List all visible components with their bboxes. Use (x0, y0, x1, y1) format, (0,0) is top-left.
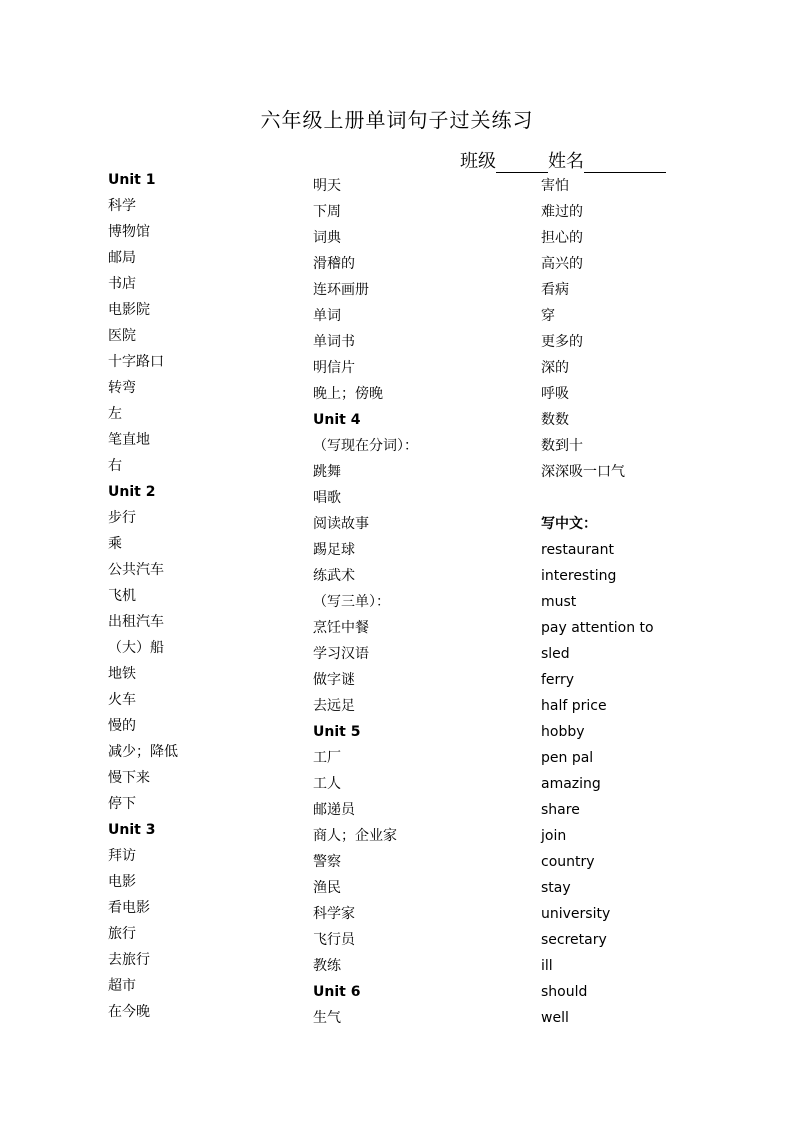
section-heading: Unit 1 (108, 172, 156, 188)
vocab-item: 邮局 (108, 250, 136, 266)
vocab-item: 做字谜 (313, 672, 355, 688)
vocab-item: 害怕 (541, 178, 569, 194)
class-blank[interactable] (496, 154, 548, 173)
vocab-item: 去旅行 (108, 952, 150, 968)
vocab-item: 学习汉语 (313, 646, 369, 662)
vocab-item: 词典 (313, 230, 341, 246)
vocab-item: 滑稽的 (313, 256, 355, 272)
page-title: 六年级上册单词句子过关练习 (260, 108, 534, 132)
name-label: 姓名 (548, 151, 584, 172)
vocab-item: 深的 (541, 360, 569, 376)
vocab-item: 书店 (108, 276, 136, 292)
vocab-item: 邮递员 (313, 802, 355, 818)
vocab-item: half price (541, 698, 607, 714)
vocab-item: 公共汽车 (108, 562, 164, 578)
vocab-item: 唱歌 (313, 490, 341, 506)
vocab-item: 笔直地 (108, 432, 150, 448)
section-heading: Unit 4 (313, 412, 361, 428)
column-2 (313, 173, 418, 1031)
vocab-item: 步行 (108, 510, 136, 526)
vocab-item: 警察 (313, 854, 341, 870)
vocab-item: should (541, 984, 588, 1000)
vocab-item: 拜访 (108, 848, 136, 864)
vocab-item: country (541, 854, 595, 870)
vocab-item: 难过的 (541, 204, 583, 220)
vocab-item: 下周 (313, 204, 341, 220)
vocab-item: pen pal (541, 750, 594, 766)
vocab-item: 练武术 (313, 568, 355, 584)
vocab-item: 地铁 (108, 666, 136, 682)
vocab-item: 烹饪中餐 (313, 620, 369, 636)
vocab-item: 工人 (313, 776, 341, 792)
vocab-item: university (541, 906, 611, 922)
vocab-item: interesting (541, 568, 617, 584)
vocab-item: 出租汽车 (108, 614, 164, 630)
vocab-item: 数到十 (541, 438, 583, 454)
vocab-item: sled (541, 646, 570, 662)
section-heading: Unit 5 (313, 724, 361, 740)
vocab-item: （大）船 (108, 640, 164, 656)
vocab-item: 工厂 (313, 750, 341, 766)
vocab-item: ill (541, 958, 553, 974)
vocab-item: 阅读故事 (313, 516, 369, 532)
class-label: 班级 (460, 151, 496, 172)
vocab-item: share (541, 802, 580, 818)
spacer (541, 485, 654, 511)
vocab-item: 明信片 (313, 360, 355, 376)
vocab-item: 连环画册 (313, 282, 369, 298)
vocab-item: amazing (541, 776, 601, 792)
vocab-item: 在今晚 (108, 1004, 150, 1020)
vocab-item: well (541, 1010, 569, 1026)
vocab-item: 担心的 (541, 230, 583, 246)
vocab-item: pay attention to (541, 620, 654, 636)
vocab-item: （写三单）： (313, 594, 390, 610)
vocab-item: 明天 (313, 178, 341, 194)
vocab-item: join (541, 828, 567, 844)
vocab-item: 呼吸 (541, 386, 569, 402)
vocab-item: 跳舞 (313, 464, 341, 480)
vocab-item: 转弯 (108, 380, 136, 396)
name-blank[interactable] (584, 154, 666, 173)
vocab-item: 电影 (108, 874, 136, 890)
vocab-item: 减少；降低 (108, 744, 178, 760)
vocab-item: 深深吸一口气 (541, 464, 625, 480)
vocab-item: 慢的 (108, 718, 136, 734)
vocab-item: restaurant (541, 542, 614, 558)
section-heading: Unit 2 (108, 484, 156, 500)
vocab-item: 科学 (108, 198, 136, 214)
vocab-item: 商人；企业家 (313, 828, 397, 844)
vocab-item: 生气 (313, 1010, 341, 1026)
vocab-item: 医院 (108, 328, 136, 344)
vocab-item: 停下 (108, 796, 136, 812)
vocab-item: 飞机 (108, 588, 136, 604)
vocab-item: 慢下来 (108, 770, 150, 786)
vocab-item: 教练 (313, 958, 341, 974)
vocab-item: 单词 (313, 308, 341, 324)
vocab-item: 单词书 (313, 334, 355, 350)
vocab-item: hobby (541, 724, 585, 740)
vocab-item: （写现在分词）： (313, 438, 418, 454)
vocab-item: 更多的 (541, 334, 583, 350)
vocab-item: 看电影 (108, 900, 150, 916)
vocab-item: 火车 (108, 692, 136, 708)
vocab-item: stay (541, 880, 571, 896)
vocab-item: 数数 (541, 412, 569, 428)
vocab-item: 穿 (541, 308, 555, 324)
vocab-item: 博物馆 (108, 224, 150, 240)
vocab-item: 飞行员 (313, 932, 355, 948)
vocab-item: 科学家 (313, 906, 355, 922)
vocab-item: 渔民 (313, 880, 341, 896)
section-heading: Unit 6 (313, 984, 361, 1000)
vocab-item: 看病 (541, 282, 569, 298)
vocab-item: 去远足 (313, 698, 355, 714)
vocab-item: secretary (541, 932, 607, 948)
vocab-item: 乘 (108, 536, 122, 552)
vocab-item: must (541, 594, 577, 610)
vocab-item: 右 (108, 458, 122, 474)
vocab-item: 晚上；傍晚 (313, 386, 383, 402)
section-heading: 写中文： (541, 516, 597, 532)
vocab-item: 高兴的 (541, 256, 583, 272)
section-heading: Unit 3 (108, 822, 156, 838)
vocab-item: 电影院 (108, 302, 150, 318)
vocab-item: 左 (108, 406, 122, 422)
vocab-item: ferry (541, 672, 575, 688)
vocab-item: 旅行 (108, 926, 136, 942)
vocab-item: 十字路口 (108, 354, 164, 370)
column-3 (541, 173, 654, 1031)
class-name-line (460, 147, 666, 173)
vocab-item: 超市 (108, 978, 136, 994)
vocab-item: 踢足球 (313, 542, 355, 558)
column-1 (108, 167, 178, 1025)
